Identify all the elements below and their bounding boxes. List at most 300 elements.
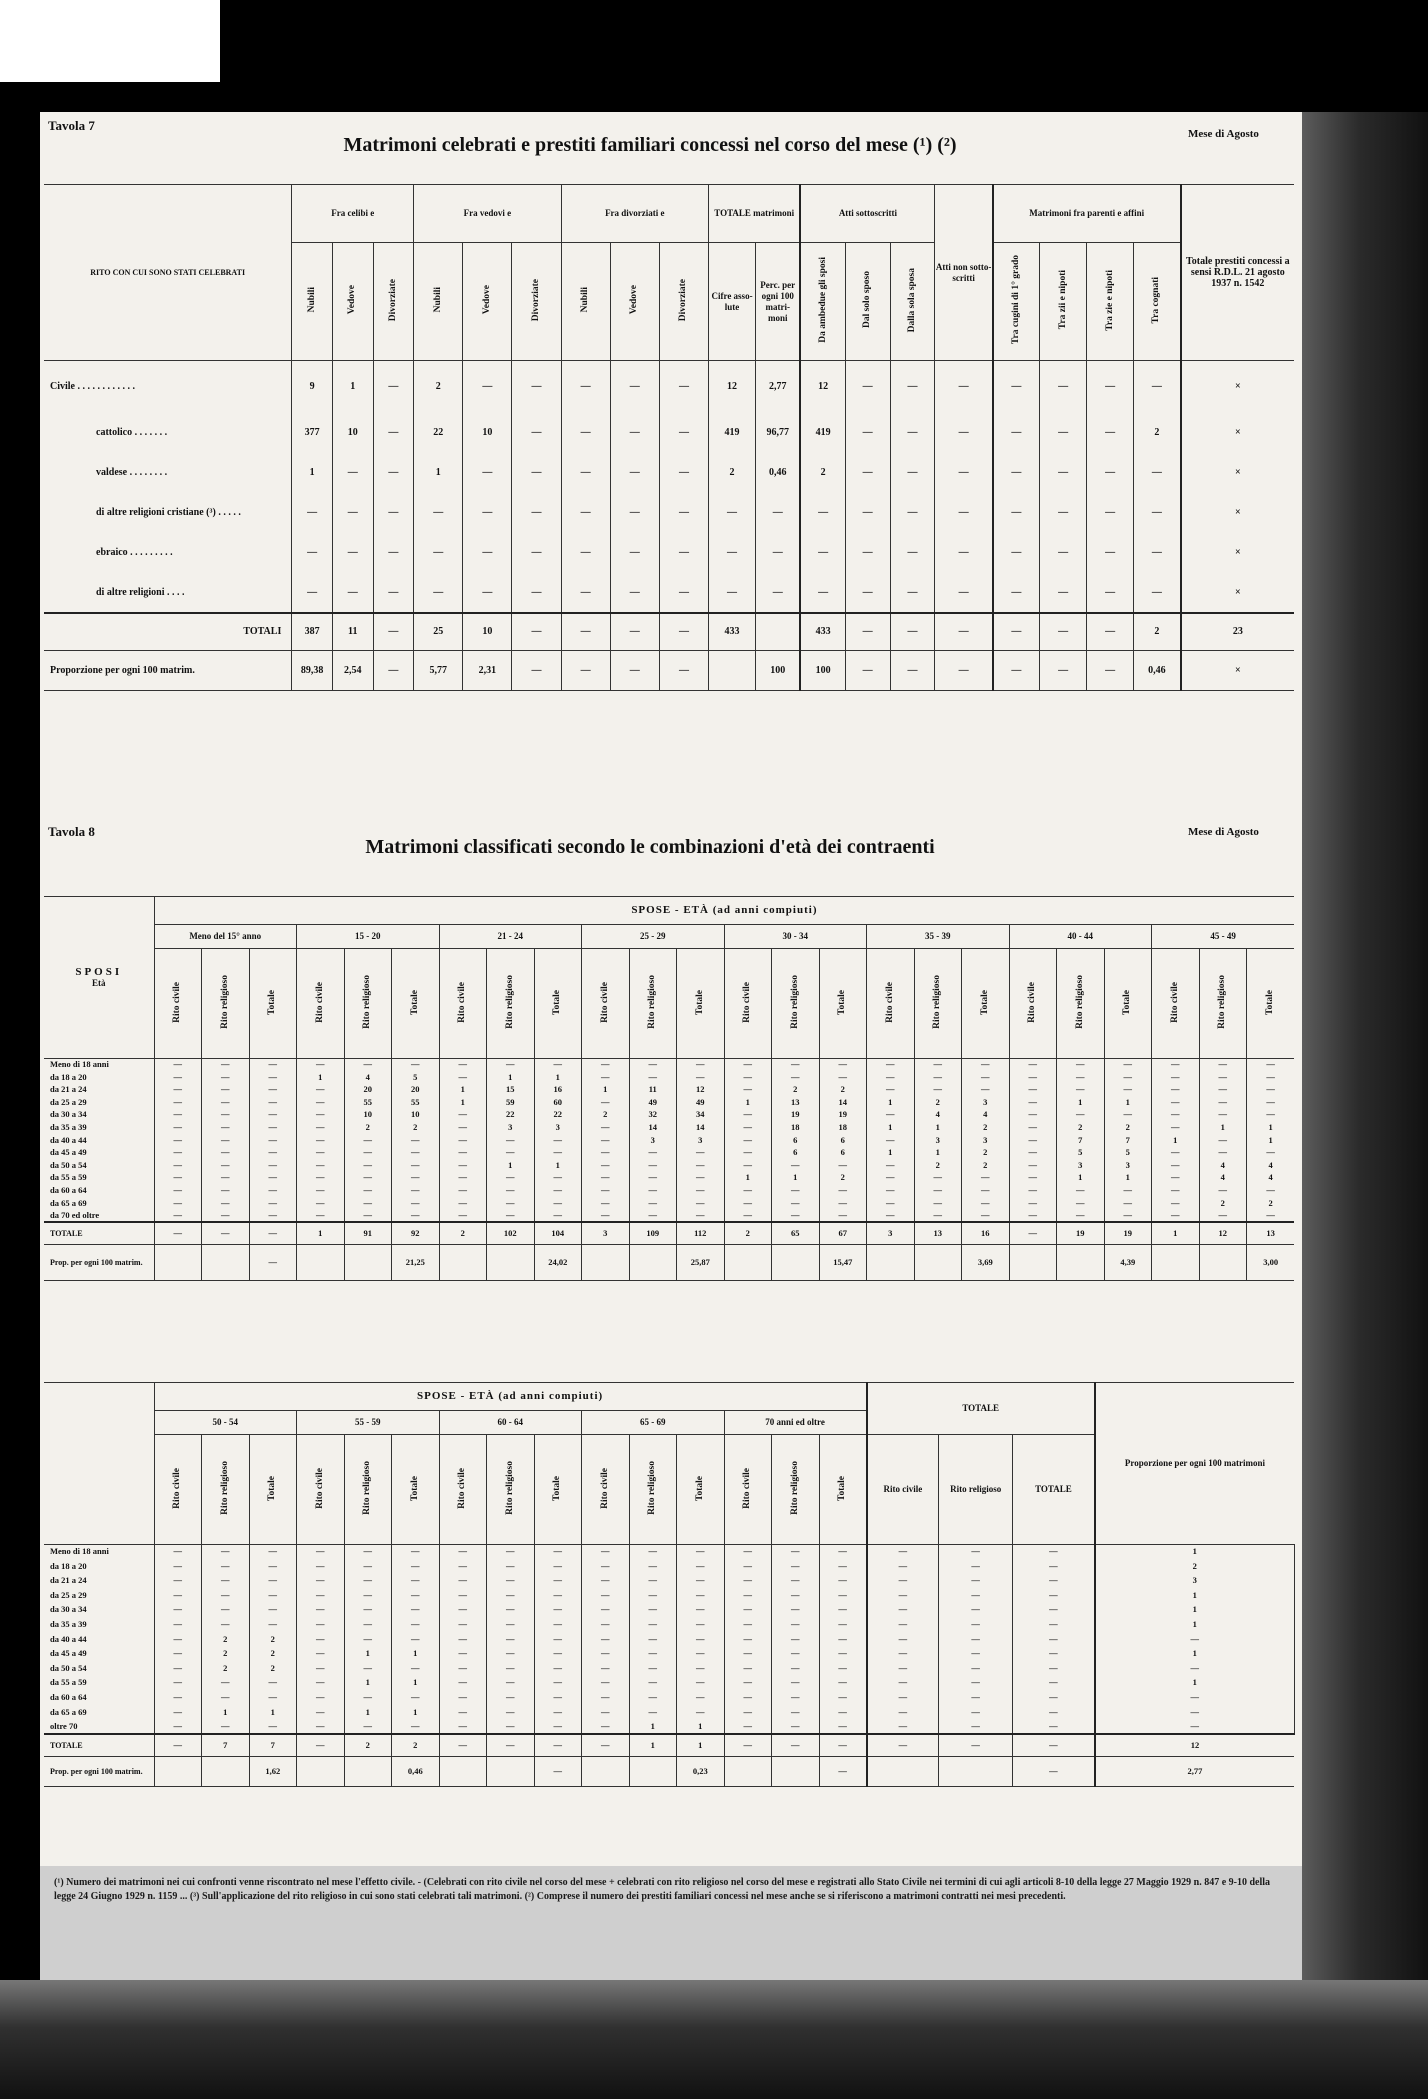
cell: 4: [344, 1071, 392, 1084]
cell: —: [867, 1109, 915, 1122]
cell: —: [935, 493, 993, 533]
cell: —: [297, 1705, 345, 1720]
age-label: oltre 70: [50, 1720, 78, 1731]
cell: —: [297, 1184, 345, 1197]
cell: —: [534, 1603, 582, 1618]
sub-header-label: Rito civile: [314, 1467, 325, 1509]
cell: —: [249, 1134, 297, 1147]
cell: —: [439, 1210, 487, 1223]
cell: —: [297, 1172, 345, 1185]
cell: —: [154, 1121, 202, 1134]
cell: —: [439, 1109, 487, 1122]
cell: —: [202, 1147, 250, 1160]
cell: —: [392, 1574, 440, 1589]
cell: 1: [392, 1647, 440, 1662]
cell: 1: [249, 1705, 297, 1720]
cell: —: [935, 413, 993, 453]
cell: —: [1199, 1071, 1247, 1084]
sub-header-rito-religioso: [344, 1435, 392, 1545]
cell: 7: [1057, 1134, 1105, 1147]
cell: —: [534, 1734, 582, 1756]
cell: 3: [487, 1121, 535, 1134]
cell: 4: [1247, 1172, 1295, 1185]
cell: —: [373, 413, 414, 453]
sposi-header: [44, 897, 154, 1059]
data-row: [44, 413, 1294, 453]
table8-part1: [44, 896, 1294, 1281]
cell: —: [677, 1197, 725, 1210]
cell: 18: [772, 1121, 820, 1134]
cell: —: [629, 1690, 677, 1705]
cell: —: [249, 1121, 297, 1134]
cell: 2: [249, 1647, 297, 1662]
cell: —: [772, 1617, 820, 1632]
cell: —: [154, 1617, 202, 1632]
sub-header-rito-religioso: [629, 1435, 677, 1545]
sub-header-rito-religioso: [487, 949, 535, 1059]
proportion-row: [44, 651, 1294, 691]
cell: —: [935, 361, 993, 413]
cell: —: [772, 1632, 820, 1647]
cell: —: [582, 1121, 630, 1134]
cell: 65: [772, 1222, 820, 1244]
cell: —: [867, 1603, 939, 1618]
age-label: da 45 a 49: [50, 1147, 87, 1158]
cell: —: [772, 1647, 820, 1662]
cell: 419: [800, 413, 845, 453]
cell: 2: [1199, 1197, 1247, 1210]
cell: —: [962, 1059, 1010, 1072]
cell: —: [249, 1545, 297, 1560]
cell: 104: [534, 1222, 582, 1244]
cell: —: [756, 573, 801, 613]
sub-header-label: Rito civile: [172, 981, 183, 1023]
col-nubili: Nubili: [432, 287, 443, 313]
cell: —: [939, 1632, 1013, 1647]
cell: —: [1247, 1084, 1295, 1097]
cell: 433: [800, 613, 845, 651]
cell: —: [297, 1647, 345, 1662]
cell: —: [962, 1184, 1010, 1197]
cell: —: [867, 1661, 939, 1676]
cell: —: [677, 1172, 725, 1185]
sub-header-totale: [249, 949, 297, 1059]
cell: —: [439, 1197, 487, 1210]
cell: —: [1009, 1184, 1057, 1197]
cell: —: [392, 1690, 440, 1705]
cell: —: [610, 361, 659, 413]
sub-header-rito-civile: [582, 1435, 630, 1545]
cell: 2: [772, 1084, 820, 1097]
cell: —: [756, 493, 801, 533]
cell: —: [582, 1690, 630, 1705]
cell: —: [629, 1559, 677, 1574]
cell: —: [1134, 361, 1181, 413]
cell: —: [1087, 493, 1134, 533]
row-label: Prop. per ogni 100 matrim.: [44, 1244, 154, 1280]
cell: —: [845, 573, 890, 613]
cell: —: [154, 1647, 202, 1662]
cell: 2: [1104, 1121, 1152, 1134]
cell: 22: [487, 1109, 535, 1122]
cell: [297, 1756, 345, 1786]
cell: —: [724, 1159, 772, 1172]
cell: —: [534, 1574, 582, 1589]
cell: —: [154, 1184, 202, 1197]
cell: 2: [1247, 1197, 1295, 1210]
cell: 1: [867, 1096, 915, 1109]
cell: —: [819, 1210, 867, 1223]
age-row: [44, 1184, 1294, 1197]
cell: —: [1009, 1121, 1057, 1134]
cell: —: [582, 1096, 630, 1109]
age-row: [44, 1121, 1294, 1134]
cell: —: [487, 1059, 535, 1072]
cell: 15: [487, 1084, 535, 1097]
sub-header-label: Totale: [267, 989, 278, 1015]
cell: 3: [1057, 1159, 1105, 1172]
cell: —: [373, 573, 414, 613]
sub-header-rito-religioso: [202, 1435, 250, 1545]
age-label: da 25 a 29: [50, 1096, 87, 1107]
sub-header-label: Rito religioso: [1217, 975, 1228, 1029]
cell: —: [819, 1588, 867, 1603]
cell: 2: [202, 1661, 250, 1676]
matrimoni-parenti-header: Matrimoni fra parenti e affini: [993, 185, 1181, 243]
cell: —: [1247, 1109, 1295, 1122]
cell: —: [487, 1210, 535, 1223]
cell: 9: [292, 361, 333, 413]
cell: 12: [709, 361, 756, 413]
cell: [487, 1244, 535, 1280]
cell: —: [939, 1588, 1013, 1603]
cell: —: [202, 1134, 250, 1147]
cell: —: [1095, 1705, 1295, 1720]
col-dal-solo-sposo: Dal solo sposo: [862, 271, 873, 329]
cell: —: [1013, 1734, 1095, 1756]
cell: [772, 1244, 820, 1280]
cell: —: [1009, 1210, 1057, 1223]
cell: 1: [914, 1121, 962, 1134]
fra-divorziati-header: Fra divorziati e: [561, 185, 708, 243]
cell: 12: [800, 361, 845, 413]
cell: —: [202, 1545, 250, 1560]
cell: —: [993, 533, 1040, 573]
sub-header-label: Rito civile: [599, 1467, 610, 1509]
cell: —: [1013, 1705, 1095, 1720]
cell: 4: [914, 1109, 962, 1122]
sub-header-label: Rito religioso: [362, 1461, 373, 1515]
sub-header-label: Rito civile: [1027, 981, 1038, 1023]
cell: —: [392, 1184, 440, 1197]
cell: —: [939, 1647, 1013, 1662]
cell: 1: [439, 1096, 487, 1109]
cell: —: [772, 1676, 820, 1691]
cell: 20: [344, 1084, 392, 1097]
cell: —: [1087, 573, 1134, 613]
cell: —: [439, 1147, 487, 1160]
sub-header-rito-civile: [154, 949, 202, 1059]
cell: —: [512, 613, 561, 651]
cell: —: [677, 1647, 725, 1662]
cell: 2: [344, 1734, 392, 1756]
totale-sub-header: TOTALE: [1013, 1435, 1095, 1545]
cell: [1152, 1244, 1200, 1280]
cell: —: [772, 1690, 820, 1705]
cell: —: [373, 651, 414, 691]
cell: —: [249, 1109, 297, 1122]
cell: —: [534, 1588, 582, 1603]
cell: —: [800, 573, 845, 613]
cell: —: [993, 361, 1040, 413]
cell: —: [344, 1147, 392, 1160]
cell: [582, 1244, 630, 1280]
age-label: da 21 a 24: [50, 1575, 87, 1586]
cell: —: [582, 1574, 630, 1589]
cell: 91: [344, 1222, 392, 1244]
cell: 3: [962, 1134, 1010, 1147]
cell: —: [582, 1559, 630, 1574]
sub-header-label: Rito religioso: [362, 975, 373, 1029]
cell: 10: [332, 413, 373, 453]
cell: 1: [1057, 1096, 1105, 1109]
cell: —: [154, 1559, 202, 1574]
cell: —: [659, 613, 708, 651]
cell: —: [677, 1559, 725, 1574]
cell: —: [890, 413, 935, 453]
row-label: di altre religioni . . . .: [96, 586, 185, 598]
cell: 2: [344, 1121, 392, 1134]
cell: 4,39: [1104, 1244, 1152, 1280]
age-row: [44, 1159, 1294, 1172]
cell: —: [487, 1545, 535, 1560]
cell: 112: [677, 1222, 725, 1244]
cell: —: [914, 1059, 962, 1072]
cell: —: [414, 493, 463, 533]
cell: —: [1247, 1210, 1295, 1223]
cell: —: [292, 533, 333, 573]
cell: —: [534, 1545, 582, 1560]
col-divorziate: Divorziate: [387, 278, 398, 322]
age-group-header: 45 - 49: [1152, 925, 1295, 949]
cell: 89,38: [292, 651, 333, 691]
cell: —: [1087, 533, 1134, 573]
cell: 67: [819, 1222, 867, 1244]
cell: —: [392, 1210, 440, 1223]
cell: 3: [582, 1222, 630, 1244]
cell: —: [1013, 1574, 1095, 1589]
cell: —: [561, 453, 610, 493]
cell: —: [867, 1210, 915, 1223]
cell: —: [344, 1690, 392, 1705]
cell: —: [1057, 1210, 1105, 1223]
age-row: [44, 1617, 1294, 1632]
cell: 2,77: [756, 361, 801, 413]
cell: —: [582, 1632, 630, 1647]
cell: —: [561, 533, 610, 573]
cell: —: [724, 1588, 772, 1603]
sub-header-rito-civile: [439, 1435, 487, 1545]
sub-header-label: Rito civile: [457, 981, 468, 1023]
cell: —: [582, 1734, 630, 1756]
age-row: [44, 1676, 1294, 1691]
cell: —: [249, 1559, 297, 1574]
cell: —: [202, 1222, 250, 1244]
cell: —: [344, 1134, 392, 1147]
cell: —: [709, 493, 756, 533]
cell: —: [154, 1059, 202, 1072]
cell: —: [202, 1720, 250, 1735]
cell: —: [819, 1756, 867, 1786]
cell: 419: [709, 413, 756, 453]
cell: 1,62: [249, 1756, 297, 1786]
sub-header-label: Rito religioso: [789, 975, 800, 1029]
cell: —: [392, 1632, 440, 1647]
cell: [867, 1244, 915, 1280]
cell: —: [344, 1197, 392, 1210]
cell: 2: [962, 1121, 1010, 1134]
cell: 1: [914, 1147, 962, 1160]
age-row: [44, 1096, 1294, 1109]
cell: —: [993, 613, 1040, 651]
cell: —: [1013, 1647, 1095, 1662]
scan-border: [0, 0, 220, 82]
cell: 2: [439, 1222, 487, 1244]
cell: —: [154, 1197, 202, 1210]
table8-label: Tavola 8: [48, 824, 95, 839]
cell: —: [724, 1134, 772, 1147]
cell: —: [659, 573, 708, 613]
cell: —: [297, 1690, 345, 1705]
cell: —: [962, 1084, 1010, 1097]
cell: —: [392, 1617, 440, 1632]
col-tra-zie: Tra zie e nipoti: [1104, 269, 1115, 331]
cell: —: [392, 1172, 440, 1185]
cell: —: [629, 1705, 677, 1720]
cell: 1: [297, 1071, 345, 1084]
age-label: da 35 a 39: [50, 1122, 87, 1133]
sub-header-label: Totale: [552, 989, 563, 1015]
cell: 13: [914, 1222, 962, 1244]
age-label: da 35 a 39: [50, 1619, 87, 1630]
fra-vedovi-header: Fra vedovi e: [414, 185, 561, 243]
cell: —: [392, 1197, 440, 1210]
cell: —: [297, 1661, 345, 1676]
cell: —: [772, 1545, 820, 1560]
age-row: [44, 1197, 1294, 1210]
age-label: da 18 a 20: [50, 1071, 87, 1082]
spose-header: SPOSE - ETÀ (ad anni compiuti): [154, 897, 1294, 925]
cell: —: [1087, 613, 1134, 651]
cell: —: [202, 1059, 250, 1072]
age-row: [44, 1647, 1294, 1662]
cell: 59: [487, 1096, 535, 1109]
cell: —: [1057, 1197, 1105, 1210]
proportion-row: [44, 1756, 1294, 1786]
sub-header-totale: [677, 1435, 725, 1545]
cell: —: [1013, 1603, 1095, 1618]
totale-sub-header: Rito civile: [867, 1435, 939, 1545]
cell: —: [867, 1632, 939, 1647]
row-label: TOTALE: [44, 1734, 154, 1756]
sub-header-rito-religioso: [1199, 949, 1247, 1059]
cell: —: [1152, 1059, 1200, 1072]
age-row: [44, 1084, 1294, 1097]
cell: —: [890, 493, 935, 533]
cell: —: [867, 1647, 939, 1662]
cell: —: [845, 651, 890, 691]
cell: —: [845, 533, 890, 573]
cell: —: [154, 1109, 202, 1122]
cell: —: [439, 1159, 487, 1172]
cell: —: [202, 1071, 250, 1084]
cell: —: [297, 1720, 345, 1735]
cell: —: [439, 1603, 487, 1618]
cell: —: [659, 533, 708, 573]
age-group-header: 55 - 59: [297, 1411, 440, 1435]
cell: —: [202, 1197, 250, 1210]
cell: —: [890, 533, 935, 573]
cell: —: [249, 1147, 297, 1160]
cell: 16: [534, 1084, 582, 1097]
cell: [772, 1756, 820, 1786]
cell: —: [534, 1197, 582, 1210]
cell: ×: [1181, 533, 1294, 573]
sub-header-totale: [1104, 949, 1152, 1059]
cell: —: [867, 1159, 915, 1172]
cell: 12: [1199, 1222, 1247, 1244]
cell: —: [202, 1617, 250, 1632]
cell: —: [582, 1184, 630, 1197]
cell: —: [629, 1603, 677, 1618]
cell: 6: [772, 1147, 820, 1160]
sub-header-totale: [1247, 949, 1295, 1059]
cell: [154, 1244, 202, 1280]
table8-part2: [44, 1382, 1294, 1787]
cell: 7: [202, 1734, 250, 1756]
cell: —: [202, 1084, 250, 1097]
cell: —: [582, 1134, 630, 1147]
cell: —: [914, 1184, 962, 1197]
cell: 15,47: [819, 1244, 867, 1280]
cell: 1: [867, 1147, 915, 1160]
cell: —: [1134, 573, 1181, 613]
cell: —: [392, 1545, 440, 1560]
cell: 2: [962, 1147, 1010, 1160]
cell: [867, 1756, 939, 1786]
cell: 2: [709, 453, 756, 493]
cell: —: [939, 1617, 1013, 1632]
cell: 4: [1247, 1159, 1295, 1172]
cell: —: [677, 1632, 725, 1647]
cell: —: [297, 1734, 345, 1756]
sub-header-label: Rito religioso: [504, 975, 515, 1029]
table7-month: Mese di Agosto: [1188, 128, 1259, 140]
cell: —: [677, 1210, 725, 1223]
cell: —: [724, 1071, 772, 1084]
cell: 19: [1057, 1222, 1105, 1244]
cell: —: [249, 1172, 297, 1185]
cell: —: [1040, 651, 1087, 691]
cell: —: [297, 1210, 345, 1223]
cell: —: [561, 613, 610, 651]
cell: —: [297, 1588, 345, 1603]
sub-header-totale: [534, 1435, 582, 1545]
cell: —: [659, 413, 708, 453]
cell: —: [154, 1661, 202, 1676]
row-label: TOTALI: [44, 613, 292, 651]
cell: 96,77: [756, 413, 801, 453]
